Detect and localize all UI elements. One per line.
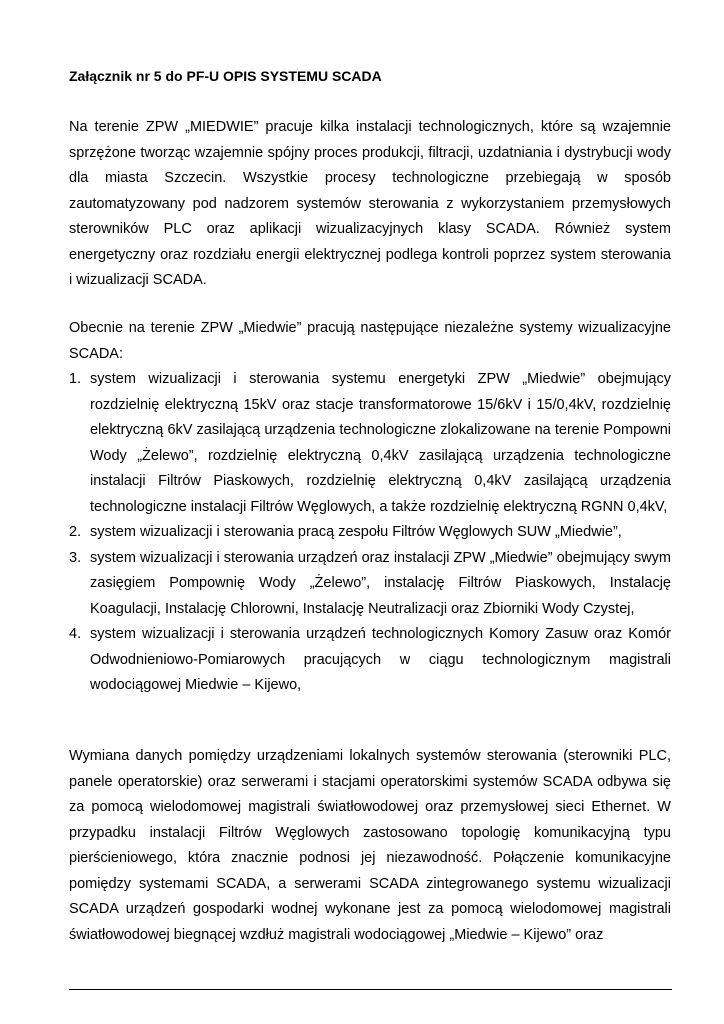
list-item <box>69 546 671 623</box>
list-item-number: 4. <box>69 626 82 642</box>
scada-systems-list <box>69 367 671 699</box>
list-item <box>69 520 671 546</box>
document-title: Załącznik nr 5 do PF-U OPIS SYSTEMU SCADA <box>69 68 382 84</box>
list-item-text: system wizualizacji i sterowania pracą zespołu Filtrów Węglowych SUW „Miedwie”, <box>90 524 622 540</box>
list-item <box>69 367 671 520</box>
list-item-text: system wizualizacji i sterowania urządzeń technologicznych Komory Zasuw oraz Komór Odwodnieniowo-Pomiarowych pracujących w ciągu technologicznym magistrali wodociągowej Miedwie – Kijewo, <box>90 626 671 693</box>
footer-divider <box>69 989 672 990</box>
list-item-text: system wizualizacji i sterowania urządzeń oraz instalacji ZPW „Miedwie” obejmujący swym zasięgiem Pompownię Wody „Żelewo”, instalację Filtrów Piaskowych, Instalację Koagulacji, Instalację Chlorowni, Instalację Neutralizacji oraz Zbiorniki Wody Czystej, <box>90 549 671 617</box>
list-item <box>69 622 671 699</box>
list-item-number: 1. <box>69 371 82 387</box>
paragraph-data-exchange: Wymiana danych pomiędzy urządzeniami lokalnych systemów sterowania (sterowniki PLC, panele operatorskie) oraz serwerami i stacjami operatorskimi systemów SCADA odbywa się za pomocą wielodomowej magistrali światłowodowej oraz przemysłowej sieci Ethernet. W przypadku instalacji Filtrów Węglowych zastosowano topologię komunikacyjną typu pierścieniowego, która znacznie podnosi jej niezawodność. Połączenie komunikacyjne pomiędzy systemami SCADA, a serwerami SCADA zintegrowanego systemu wizualizacji SCADA urządzeń gospodarki wodnej wykonane jest za pomocą wielodomowej magistrali światłowodowej biegnącej wzdłuż magistrali wodociągowej „Miedwie – Kijewo” oraz <box>69 748 671 943</box>
list-item-text: system wizualizacji i sterowania systemu energetyki ZPW „Miedwie” obejmujący rozdzielnię elektryczną 15kV oraz stacje transformatorowe 15/6kV i 15/0,4kV, rozdzielnię elektryczną 6kV zasilającą urządzenia technologiczne zlokalizowane na terenie Pompowni Wody „Żelewo”, rozdzielnię elektryczną 0,4kV zasilającą urządzenia technologiczne instalacji Filtrów Piaskowych, rozdzielnię elektryczną 0,4kV zasilającą urządzenia technologiczne instalacji Filtrów Węglowych, a także rozdzielnię elektryczną RGNN 0,4kV, <box>90 371 671 515</box>
paragraph-systems-intro: Obecnie na terenie ZPW „Miedwie” pracują następujące niezależne systemy wizualizacyjne SCADA: <box>69 320 671 362</box>
list-item-number: 2. <box>69 524 82 540</box>
paragraph-intro: Na terenie ZPW „MIEDWIE” pracuje kilka instalacji technologicznych, które są wzajemnie sprzężone tworząc wzajemnie spójny proces produkcji, filtracji, uzdatniania i dystrybucji wody dla miasta Szczecin. Wszystkie procesy technologiczne przebiegają w sposób zautomatyzowany pod nadzorem systemów sterowania z wykorzystaniem przemysłowych sterowników PLC oraz aplikacji wizualizacyjnych klasy SCADA. Również system energetyczny oraz rozdziału energii elektrycznej podlega kontroli poprzez system sterowania i wizualizacji SCADA. <box>69 119 671 288</box>
list-item-number: 3. <box>69 549 82 566</box>
